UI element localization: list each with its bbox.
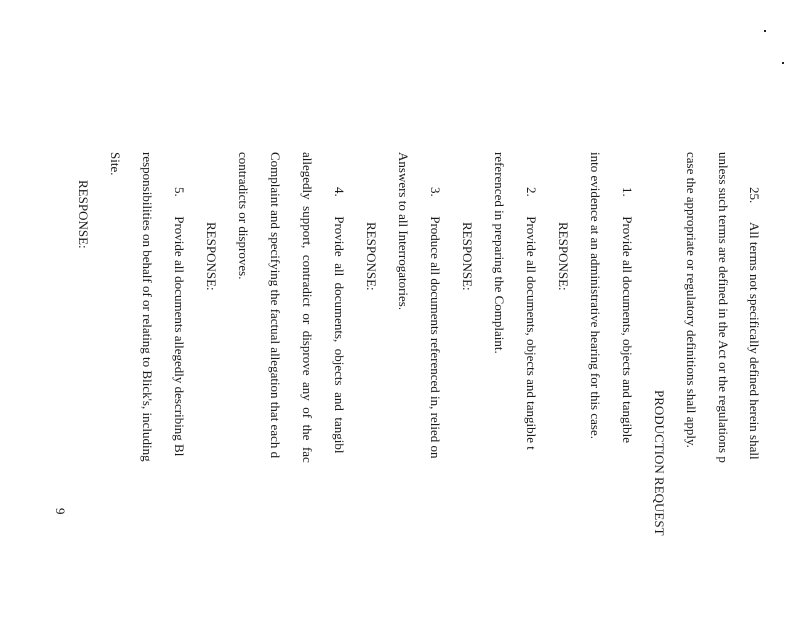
request-2-response: RESPONSE: — [460, 222, 475, 291]
request-4-line-4: contradicts or disproves. — [236, 152, 251, 280]
request-5-response: RESPONSE: — [76, 180, 91, 249]
request-1-line-1: 1. Provide all documents, objects and tangible — [620, 187, 635, 443]
scan-speck — [782, 62, 784, 64]
request-3-response: RESPONSE: — [364, 222, 379, 291]
request-2-line-2: referenced in preparing the Complaint. — [492, 152, 507, 354]
page-number: 9 — [53, 508, 68, 515]
request-5-line-1: 5. Provide all documents allegedly describing Bl — [172, 187, 187, 457]
paragraph-25-line-1: 25. All terms not specifically defined herein shall — [747, 187, 762, 460]
request-1-response: RESPONSE: — [556, 222, 571, 291]
paragraph-25-line-3: case the appropriate or regulatory definitions shall apply. — [684, 152, 699, 448]
request-4-line-2: allegedly support, contradict or disprove any of the fac — [300, 152, 315, 463]
request-2-line-1: 2. Provide all documents, objects and tangible t — [524, 187, 539, 450]
request-1-line-2: into evidence at an administrative hearing for this case. — [588, 152, 603, 439]
request-3-line-2: Answers to all Interrogatories. — [396, 152, 411, 311]
paragraph-25-line-2: unless such terms are defined in the Act or the regulations p — [716, 152, 731, 463]
request-4-line-1: 4. Provide all documents, objects and tangibl — [332, 187, 347, 454]
section-heading: PRODUCTION REQUEST — [652, 390, 667, 536]
scan-speck — [764, 30, 766, 32]
request-5-line-3: Site. — [108, 152, 123, 176]
request-5-line-2: responsibilities on behalf of or relating to Blick's, including — [140, 152, 155, 462]
request-3-line-1: 3. Produce all documents referenced in, relied on — [428, 187, 443, 459]
request-4-line-3: Complaint and specifying the factual allegation that each d — [268, 152, 283, 459]
request-4-response: RESPONSE: — [204, 222, 219, 291]
